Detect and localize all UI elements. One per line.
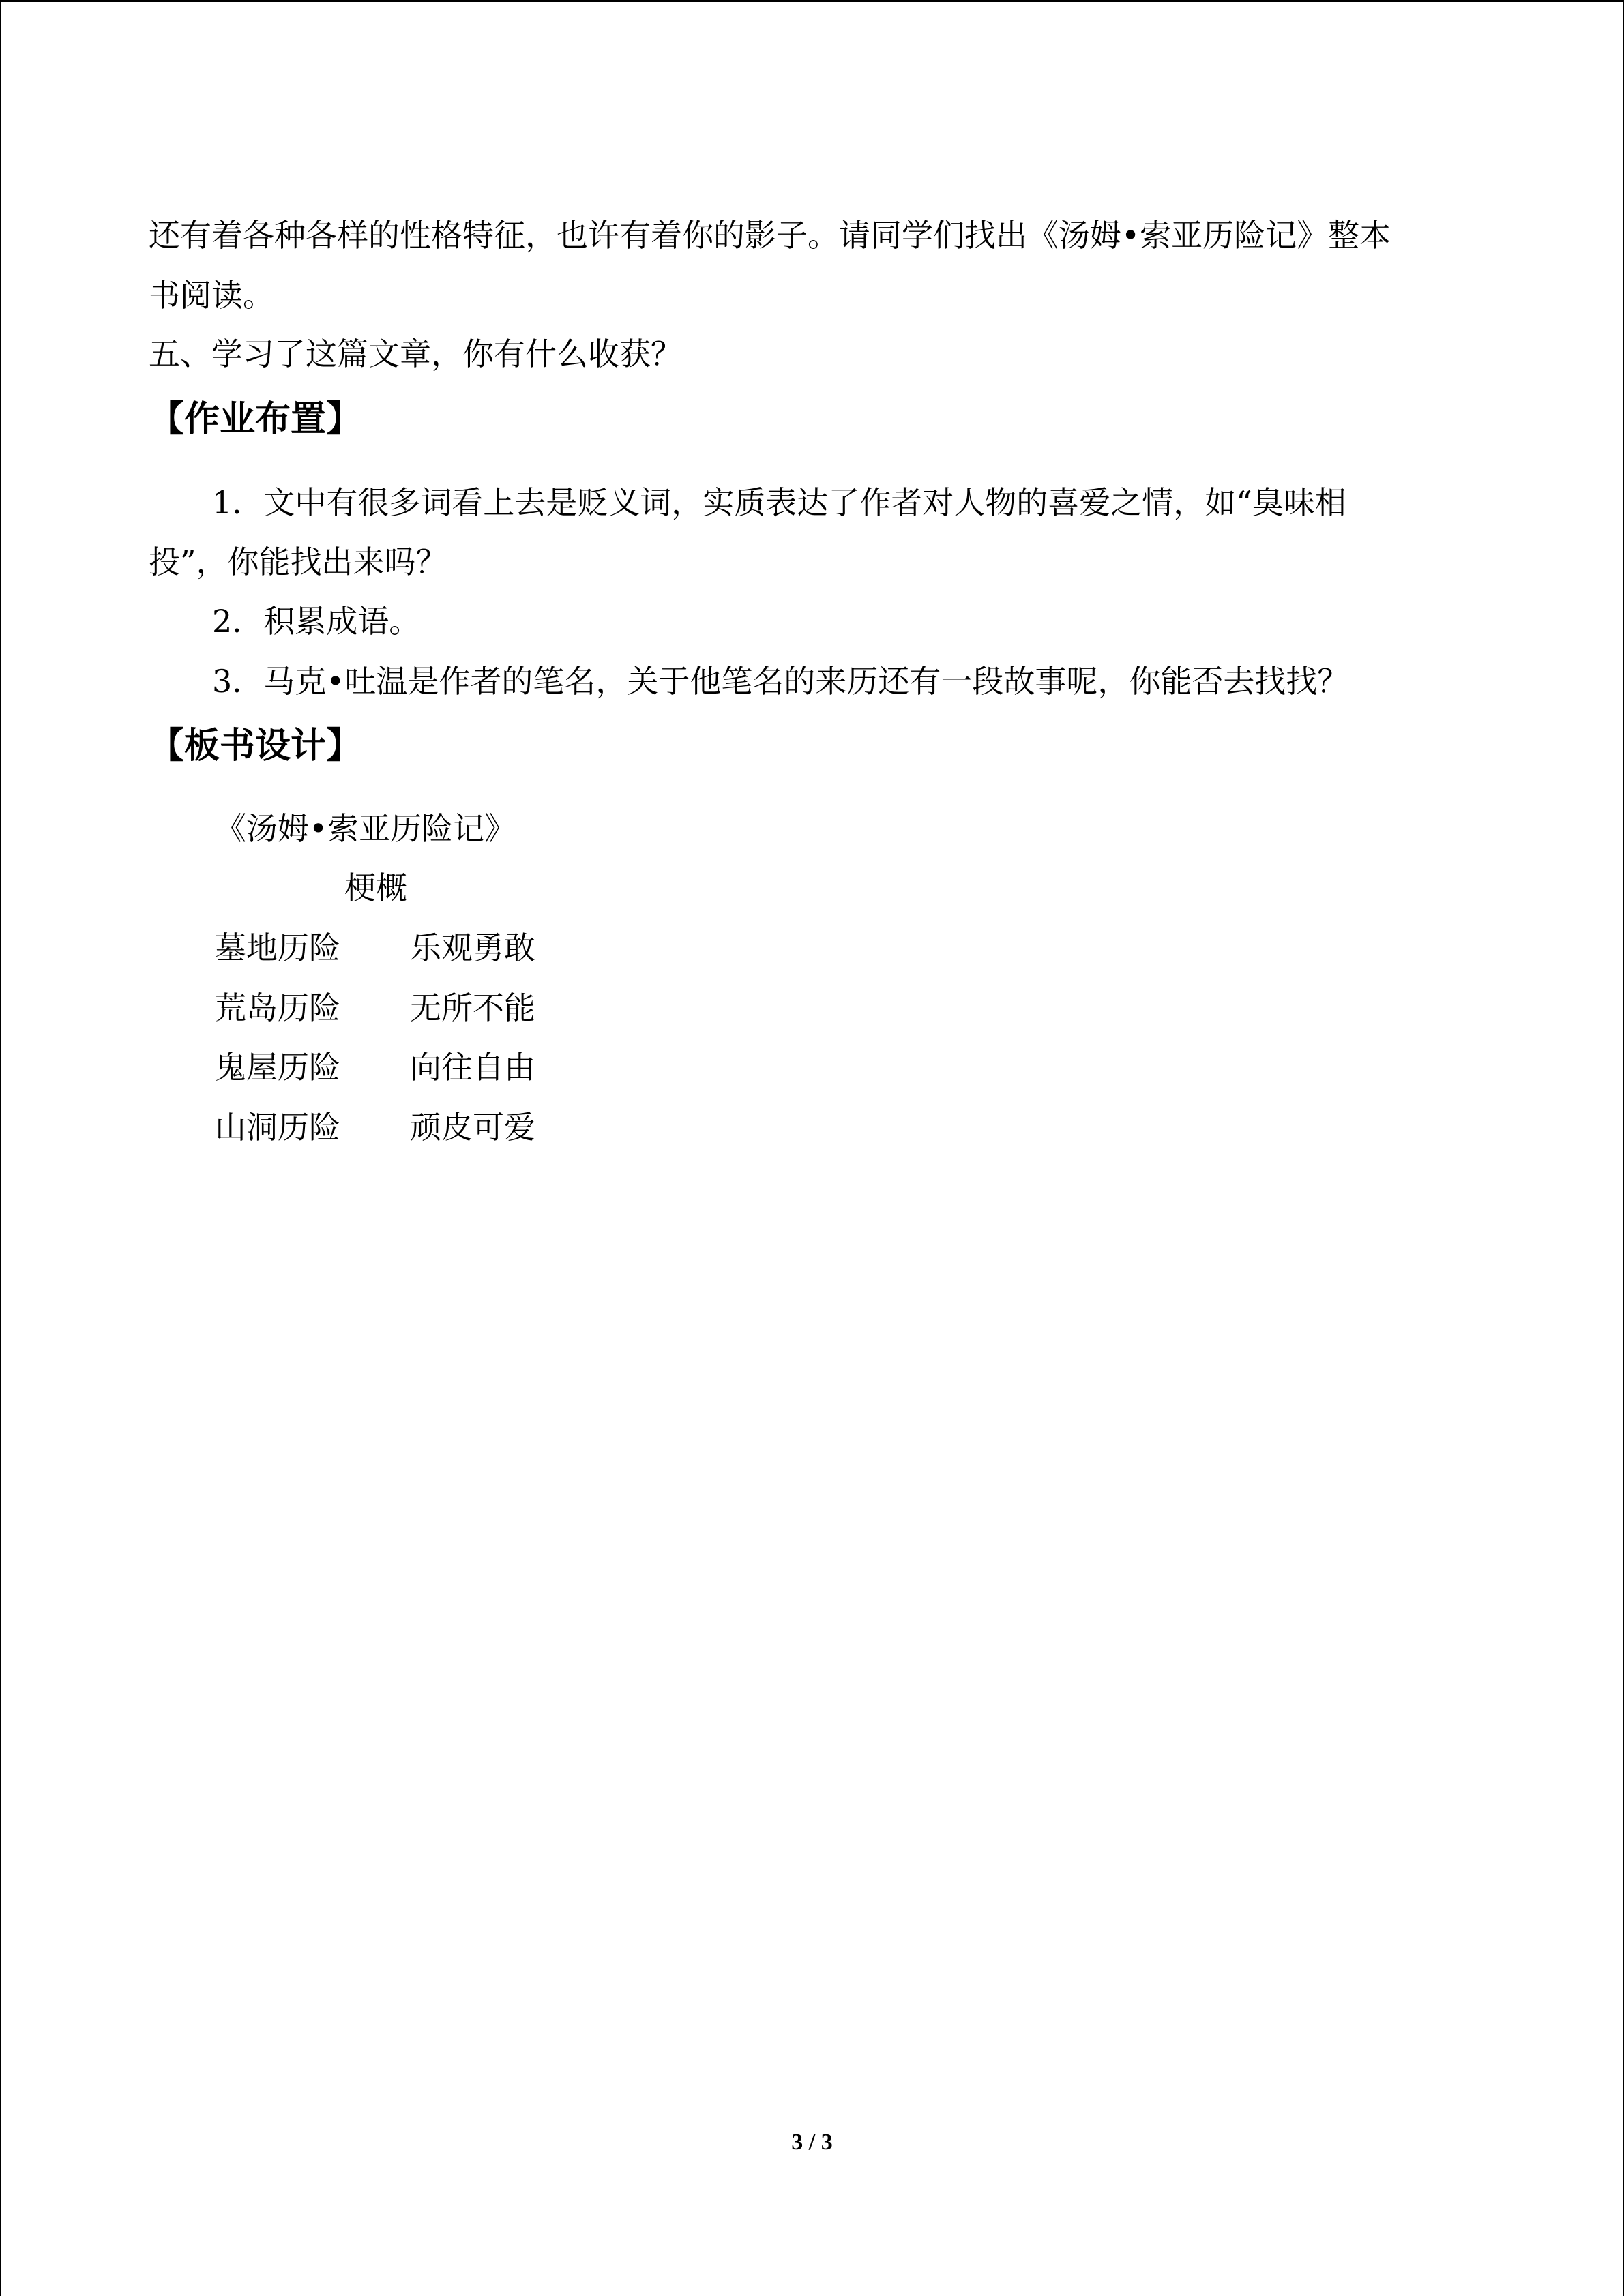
page-number: 3 / 3 (791, 2130, 833, 2155)
homework-item-3: 3．马克•吐温是作者的笔名，关于他笔名的来历还有一段故事呢，你能否去找找？ (212, 663, 1349, 700)
board-row-left: 山洞历险 (215, 1109, 340, 1146)
homework-heading: 【作业布置】 (149, 399, 362, 440)
board-row-right: 无所不能 (410, 989, 535, 1026)
board-row-right: 向往自由 (410, 1049, 535, 1086)
board-row-left: 墓地历险 (215, 929, 340, 966)
board-design-heading: 【板书设计】 (149, 726, 362, 766)
paragraph-line: 书阅读。 (149, 277, 274, 314)
homework-item-2: 2．积累成语。 (212, 603, 421, 640)
homework-item-1-continued: 投”，你能找出来吗？ (149, 543, 447, 580)
board-subtitle: 梗概 (344, 869, 407, 906)
board-row-right: 顽皮可爱 (410, 1109, 535, 1146)
board-row-right: 乐观勇敢 (410, 929, 535, 966)
paragraph-line: 还有着各种各样的性格特征，也许有着你的影子。请同学们找出《汤姆•索亚历险记》整本 (149, 217, 1391, 254)
homework-item-1: 1．文中有很多词看上去是贬义词，实质表达了作者对人物的喜爱之情，如“臭味相 (212, 484, 1346, 521)
board-row-left: 鬼屋历险 (215, 1049, 340, 1086)
paragraph-line: 五、学习了这篇文章，你有什么收获？ (149, 336, 682, 372)
board-title: 《汤姆•索亚历险记》 (215, 810, 516, 847)
board-row-left: 荒岛历险 (215, 989, 340, 1026)
